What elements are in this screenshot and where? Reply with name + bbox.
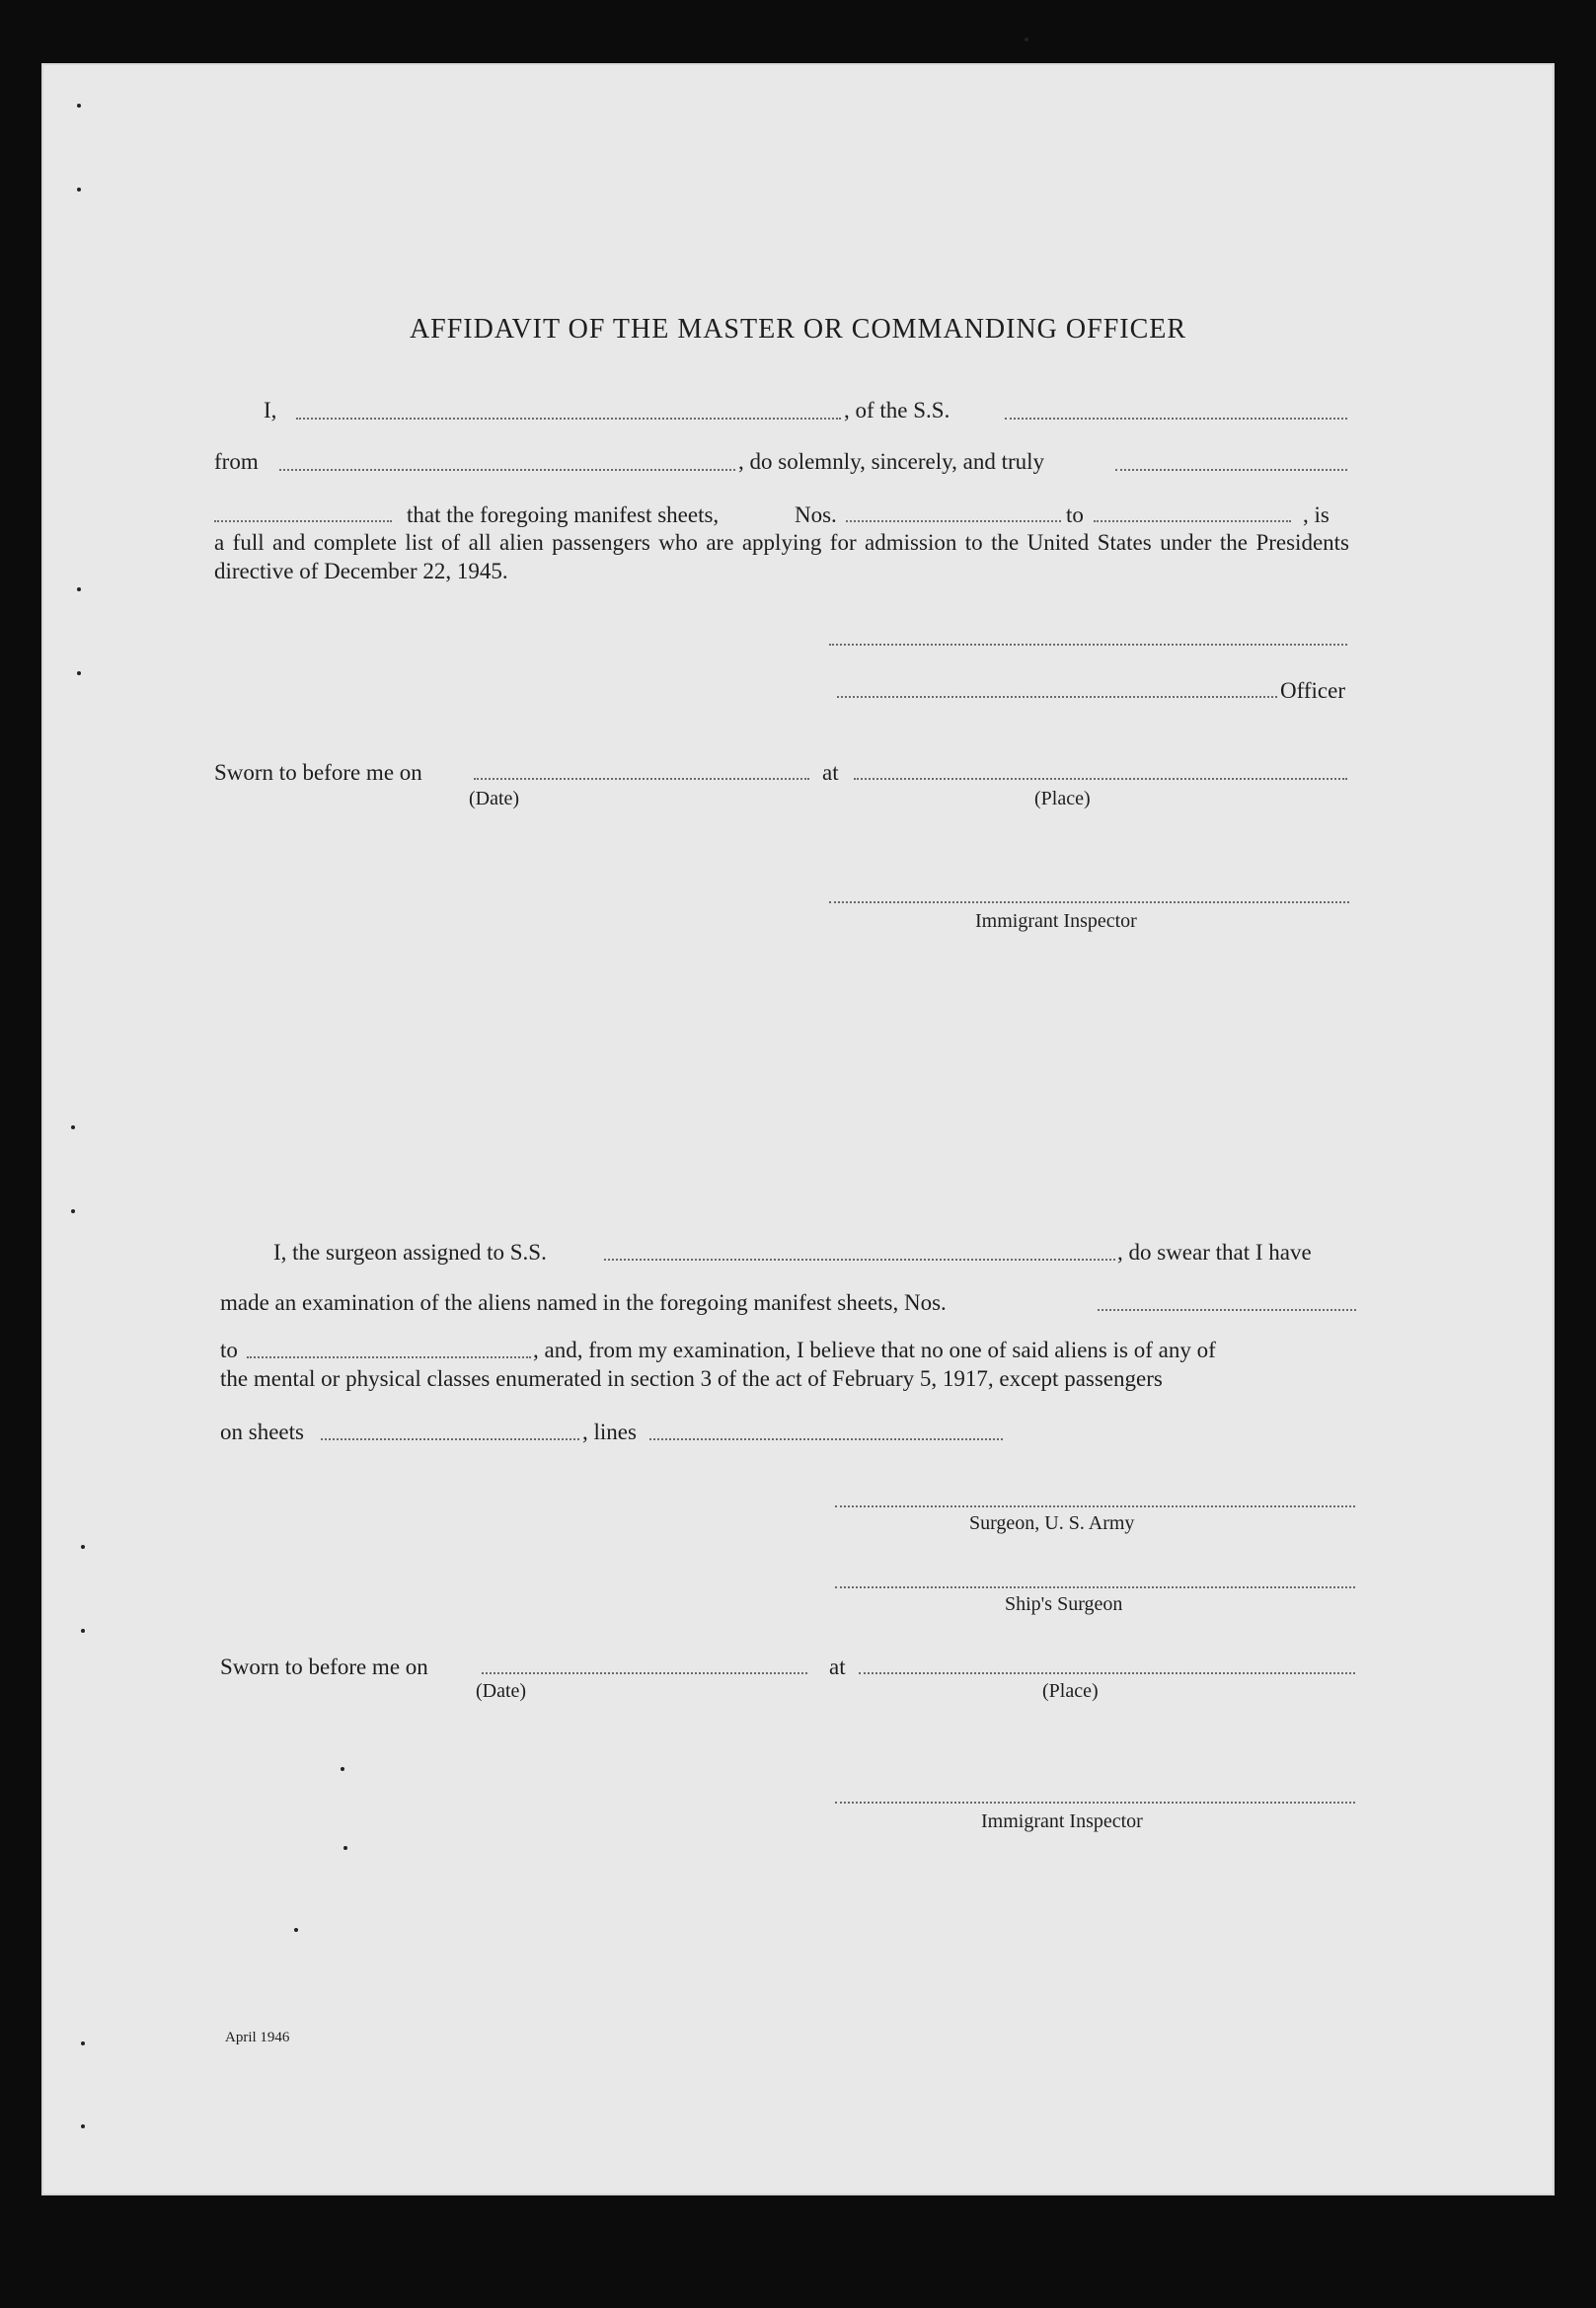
scan-speck <box>343 1846 347 1850</box>
master-ship-field[interactable] <box>1005 418 1347 420</box>
surgeon-lines-label: , lines <box>582 1420 637 1444</box>
surgeon-classes-text: the mental or physical classes enumerated in section 3 of the act of February 5, 1917, except passengers <box>220 1366 1163 1391</box>
surgeon-sworn-date-field[interactable] <box>482 1672 807 1674</box>
scan-speck <box>81 2124 85 2128</box>
master-sworn-label: Sworn to before me on <box>214 760 422 785</box>
master-i-label: I, <box>264 398 277 423</box>
master-to-label: to <box>1066 502 1084 527</box>
document-page <box>41 63 1555 2195</box>
master-inspector-signature-field[interactable] <box>829 901 1349 903</box>
scan-speck <box>81 1629 85 1633</box>
master-statement-text: a full and complete list of all alien passengers who are applying for admission to the United States under the Presidents directive of December 22, 1945. <box>214 530 1349 583</box>
scan-speck <box>294 1928 298 1932</box>
surgeon-sworn-place-field[interactable] <box>859 1672 1355 1674</box>
master-sworn-place-field[interactable] <box>854 778 1347 780</box>
scan-speck <box>71 1209 75 1213</box>
master-at-label: at <box>822 760 839 785</box>
surgeon-date-caption: (Date) <box>476 1680 527 1702</box>
master-nos-label: Nos. <box>795 502 837 527</box>
officer-label: Officer <box>1280 678 1345 703</box>
ship-surgeon-signature-field[interactable] <box>835 1586 1355 1588</box>
army-surgeon-caption: Surgeon, U. S. Army <box>969 1512 1135 1534</box>
master-place-caption: (Place) <box>1034 788 1091 809</box>
surgeon-sworn-label: Sworn to before me on <box>220 1654 428 1679</box>
master-nos-to-field[interactable] <box>1094 520 1291 522</box>
master-from-field[interactable] <box>279 469 735 471</box>
master-that-label: that the foregoing manifest sheets, <box>407 502 720 527</box>
master-oath-field[interactable] <box>1115 469 1347 471</box>
surgeon-belief-text: , and, from my examination, I believe that no one of said aliens is of any of <box>533 1338 1216 1362</box>
surgeon-sheets-field[interactable] <box>321 1438 579 1440</box>
form-title: AFFIDAVIT OF THE MASTER OR COMMANDING OFFICER <box>409 314 1187 345</box>
surgeon-swear-label: , do swear that I have <box>1117 1240 1312 1265</box>
surgeon-inspector-signature-field[interactable] <box>835 1802 1355 1804</box>
master-is-label: , is <box>1303 502 1330 527</box>
officer-signature-field[interactable] <box>837 696 1277 698</box>
surgeon-nos-from-field[interactable] <box>1098 1309 1356 1311</box>
scan-speck <box>81 2041 85 2045</box>
surgeon-to-label: to <box>220 1338 238 1362</box>
master-name-field[interactable] <box>296 418 841 420</box>
surgeon-nos-to-field[interactable] <box>247 1356 531 1358</box>
master-solemnly-label: , do solemnly, sincerely, and truly <box>738 449 1045 474</box>
form-date-footer: April 1946 <box>225 2030 290 2045</box>
scan-speck <box>77 104 81 108</box>
scan-speck <box>77 587 81 591</box>
surgeon-exam-text: made an examination of the aliens named in the foregoing manifest sheets, Nos. <box>220 1290 947 1315</box>
army-surgeon-signature-field[interactable] <box>835 1505 1355 1507</box>
surgeon-lines-field[interactable] <box>649 1438 1003 1440</box>
scan-speck <box>1025 38 1028 41</box>
surgeon-intro-label: I, the surgeon assigned to S.S. <box>273 1240 547 1265</box>
scan-speck <box>81 1545 85 1549</box>
scan-speck <box>77 671 81 675</box>
scan-speck <box>341 1767 344 1771</box>
master-date-caption: (Date) <box>469 788 520 809</box>
scan-speck <box>77 188 81 192</box>
surgeon-sheets-label: on sheets <box>220 1420 304 1444</box>
master-inspector-caption: Immigrant Inspector <box>975 910 1137 932</box>
surgeon-inspector-caption: Immigrant Inspector <box>981 1810 1143 1832</box>
ship-surgeon-caption: Ship's Surgeon <box>1005 1593 1123 1615</box>
master-sworn-date-field[interactable] <box>474 778 809 780</box>
master-of-ss-label: , of the S.S. <box>844 398 950 423</box>
master-swear-field[interactable] <box>214 520 392 522</box>
surgeon-place-caption: (Place) <box>1042 1680 1099 1702</box>
scan-speck <box>71 1125 75 1129</box>
master-nos-from-field[interactable] <box>846 520 1061 522</box>
master-signature-field[interactable] <box>829 644 1347 646</box>
master-from-label: from <box>214 449 259 474</box>
surgeon-at-label: at <box>829 1654 846 1679</box>
surgeon-ship-field[interactable] <box>604 1259 1115 1261</box>
